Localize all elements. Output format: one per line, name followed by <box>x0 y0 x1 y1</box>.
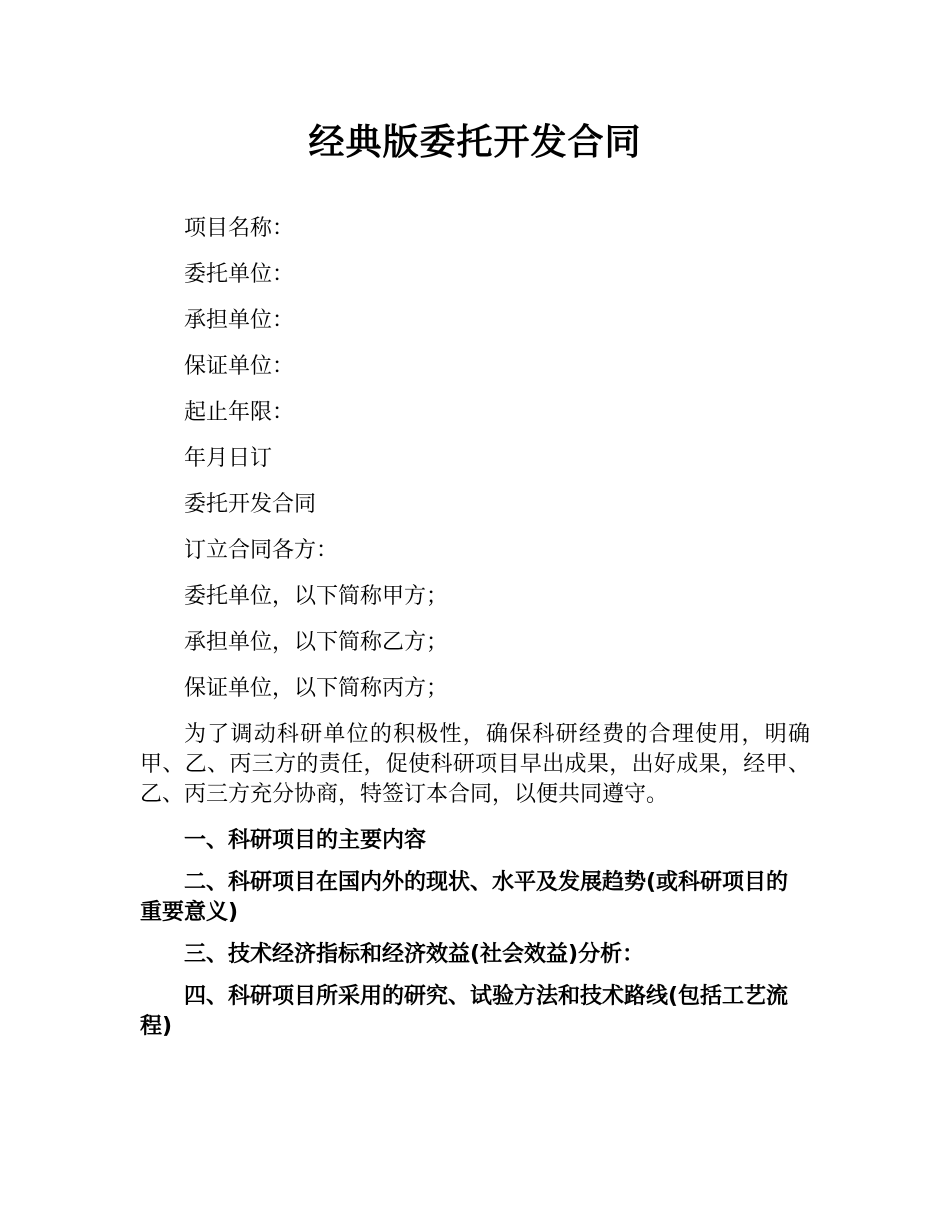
document-title: 经典版委托开发合同 <box>308 122 642 163</box>
field-party-c: 保证单位，以下简称丙方； <box>184 676 449 701</box>
field-project-name: 项目名称： <box>184 216 295 241</box>
section-heading-2: 二、科研项目在国内外的现状、水平及发展趋势(或科研项目的重要意义) <box>140 870 789 925</box>
field-entrusting-unit: 委托单位： <box>184 262 295 287</box>
intro-paragraph: 为了调动科研单位的积极性，确保科研经费的合理使用，明确甲、乙、丙三方的责任，促使科研项目早出成果，出好成果，经甲、乙、丙三方充分协商，特签订本合同，以便共同遵守。 <box>140 722 810 807</box>
contract-fields <box>140 206 810 712</box>
field-party-b: 承担单位，以下简称乙方； <box>184 630 449 655</box>
section-heading-3: 三、技术经济指标和经济效益(社会效益)分析： <box>184 942 645 967</box>
field-party-a: 委托单位，以下简称甲方； <box>184 584 449 609</box>
field-parties: 订立合同各方： <box>184 538 339 563</box>
field-date: 年月日订 <box>184 446 273 471</box>
field-term: 起止年限： <box>184 400 295 425</box>
field-guarantor-unit: 保证单位： <box>184 354 295 379</box>
field-contract-name: 委托开发合同 <box>184 492 317 517</box>
field-undertaking-unit: 承担单位： <box>184 308 295 333</box>
section-heading-1: 一、科研项目的主要内容 <box>184 828 427 853</box>
section-heading-4: 四、科研项目所采用的研究、试验方法和技术路线(包括工艺流程) <box>140 984 789 1039</box>
